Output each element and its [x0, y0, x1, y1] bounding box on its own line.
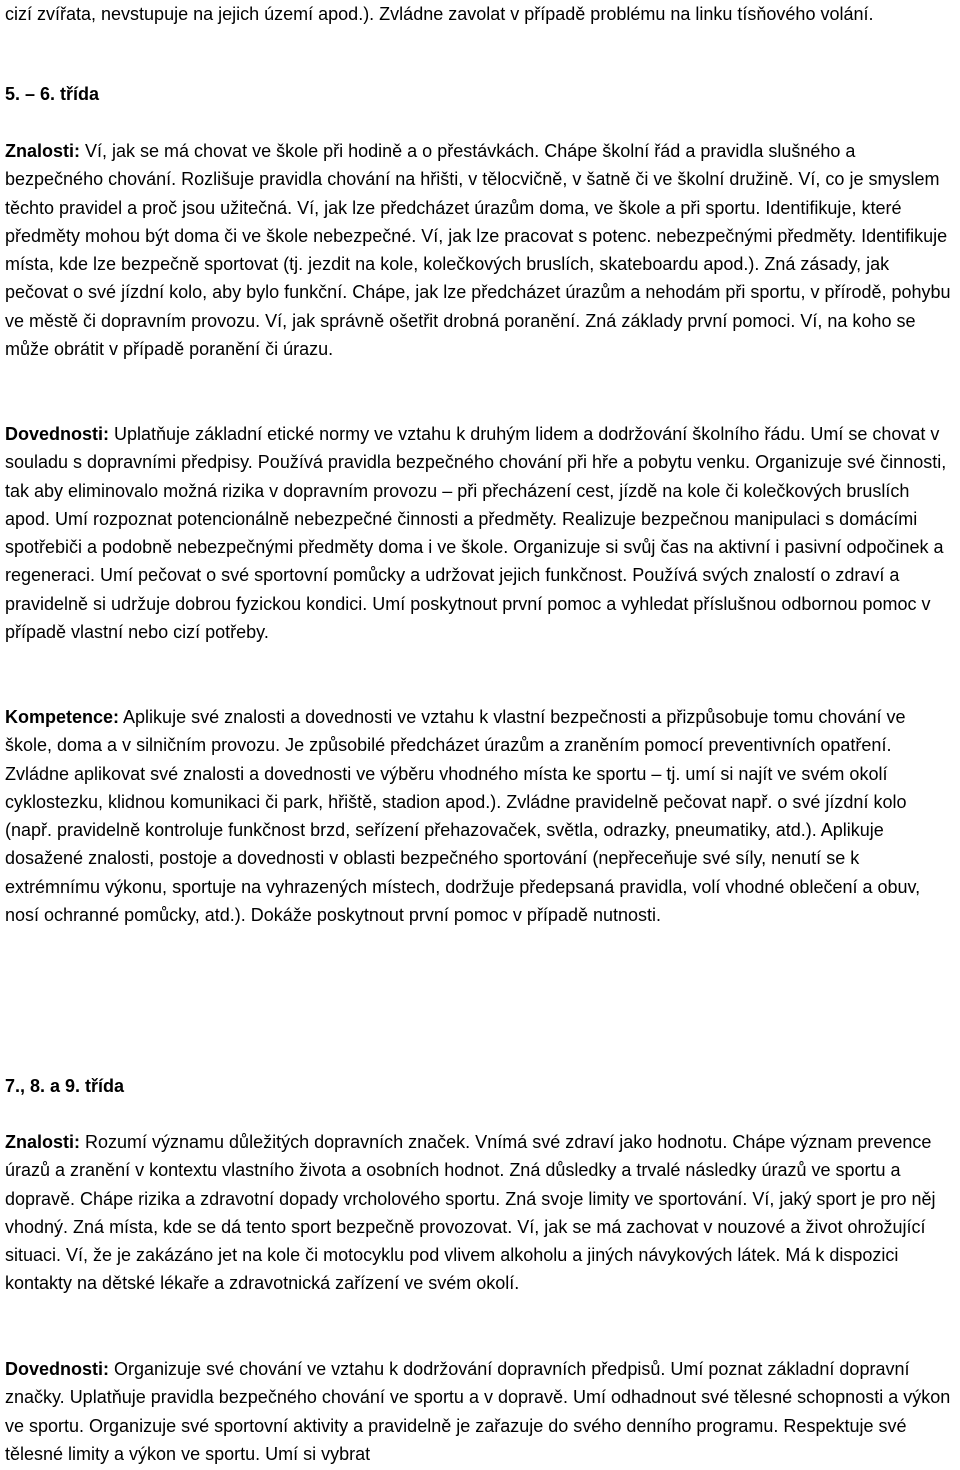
znalosti-label: Znalosti: — [5, 141, 80, 161]
dovednosti-paragraph-7-9 — [5, 1355, 957, 1468]
section-heading-5-6: 5. – 6. třída — [5, 84, 100, 104]
dovednosti-text: Uplatňuje základní etické normy ve vztahu k druhým lidem a dodržování školního řádu. Umí se chovat v souladu s dopravními předpisy. Používá pravidla bezpečného chování při hře a pobytu venku. Organizuje své činnosti, tak aby eliminovalo možná rizika v dopravním provozu – při přecházení cest, jízdě na kole či kolečkových bruslích apod. Umí rozpoznat potencionálně nebezpečné činnosti a předměty. Realizuje bezpečnou manipulaci s domácími spotřebiči a podobně nebezpečnými předměty doma i ve škole. Organizuje si svůj čas na aktivní i pasivní odpočinek a regeneraci. Umí pečovat o své sportovní pomůcky a udržovat jejich funkčnost. Používá svých znalostí o zdraví a pravidelně si udržuje dobrou fyzickou kondici. Umí poskytnout první pomoc a vyhledat příslušnou odbornou pomoc v případě vlastní nebo cizí potřeby. — [5, 424, 947, 643]
znalosti-text: Rozumí významu důležitých dopravních značek. Vnímá své zdraví jako hodnotu. Chápe význam prevence úrazů a zranění v kontextu vlastního života a osobních hodnot. Zná důsledky a trvalé následky úrazů ve sportu a dopravě. Chápe rizika a zdravotní dopady vrcholového sportu. Zná svoje limity ve sportování. Ví, jaký sport je pro něj vhodný. Zná místa, kde se dá tento sport bezpečně provozovat. Ví, jak se má zachovat v nouzové a život ohrožující situaci. Ví, že je zakázáno jet na kole či motocyklu pod vlivem alkoholu a jiných návykových látek. Má k dispozici kontakty na dětské lékaře a zdravotnická zařízení ve svém okolí. — [5, 1132, 936, 1294]
intro-text: cizí zvířata, nevstupuje na jejich území apod.). Zvládne zavolat v případě problému na linku tísňového volání. — [5, 4, 874, 24]
kompetence-label: Kompetence: — [5, 707, 120, 727]
znalosti-label: Znalosti: — [5, 1132, 80, 1152]
dovednosti-paragraph-5-6 — [5, 420, 957, 646]
dovednosti-label: Dovednosti: — [5, 1359, 110, 1379]
znalosti-text: Ví, jak se má chovat ve škole při hodině a o přestávkách. Chápe školní řád a pravidla slušného a bezpečného chování. Rozlišuje pravidla chování na hřišti, v tělocvičně, v šatně či ve školní družině. Ví, co je smyslem těchto pravidel a proč jsou užitečná. Ví, jak lze předcházet úrazům doma, ve škole a při sportu. Identifikuje, které předměty mohou být doma či ve škole nebezpečné. Ví, jak lze pracovat s potenc. nebezpečnými předměty. Identifikuje místa, kde lze bezpečně sportovat (tj. jezdit na kole, kolečkových bruslích, skateboardu apod.). Zná zásady, jak pečovat o své jízdní kolo, aby bylo funkční. Chápe, jak lze předcházet úrazům a nehodám při sportu, v přírodě, pohybu ve městě či dopravním provozu. Ví, jak správně ošetřit drobná poranění. Zná základy první pomoci. Ví, na koho se může obrátit v případě poranění či úrazu. — [5, 141, 951, 360]
dovednosti-label: Dovednosti: — [5, 424, 110, 444]
znalosti-paragraph-5-6 — [5, 137, 957, 363]
intro-paragraph — [5, 0, 957, 28]
kompetence-paragraph-5-6 — [5, 703, 957, 929]
kompetence-text: Aplikuje své znalosti a dovednosti ve vztahu k vlastní bezpečnosti a přizpůsobuje tomu chování ve škole, doma a v silničním provozu. Je způsobilé předcházet úrazům a zraněním pomocí preventivních opatření. Zvládne aplikovat své znalosti a dovednosti ve výběru vhodného místa ke sportu – tj. umí si najít ve svém okolí cyklostezku, klidnou komunikaci či park, hřiště, stadion apod.). Zvládne pravidelně pečovat např. o své jízdní kolo (např. pravidelně kontroluje funkčnost brzd, seřízení přehazovaček, světla, odrazky, pneumatiky, atd.). Aplikuje dosažené znalosti, postoje a dovednosti v oblasti bezpečného sportování (nepřeceňuje své síly, nenutí se k extrémnímu výkonu, sportuje na vyhrazených místech, dodržuje předepsaná pravidla, volí vhodné oblečení a obuv, nosí ochranné pomůcky, atd.). Dokáže poskytnout první pomoc v případě nutnosti. — [5, 707, 921, 926]
znalosti-paragraph-7-9 — [5, 1128, 957, 1298]
section-heading-7-9: 7., 8. a 9. třída — [5, 1076, 125, 1096]
dovednosti-text: Organizuje své chování ve vztahu k dodržování dopravních předpisů. Umí poznat základní dopravní značky. Uplatňuje pravidla bezpečného chování ve sportu a v dopravě. Umí odhadnout své tělesné schopnosti a výkon ve sportu. Organizuje své sportovní aktivity a pravidelně je zařazuje do svého denního programu. Respektuje své tělesné limity a výkon ve sportu. Umí si vybrat — [5, 1359, 951, 1464]
